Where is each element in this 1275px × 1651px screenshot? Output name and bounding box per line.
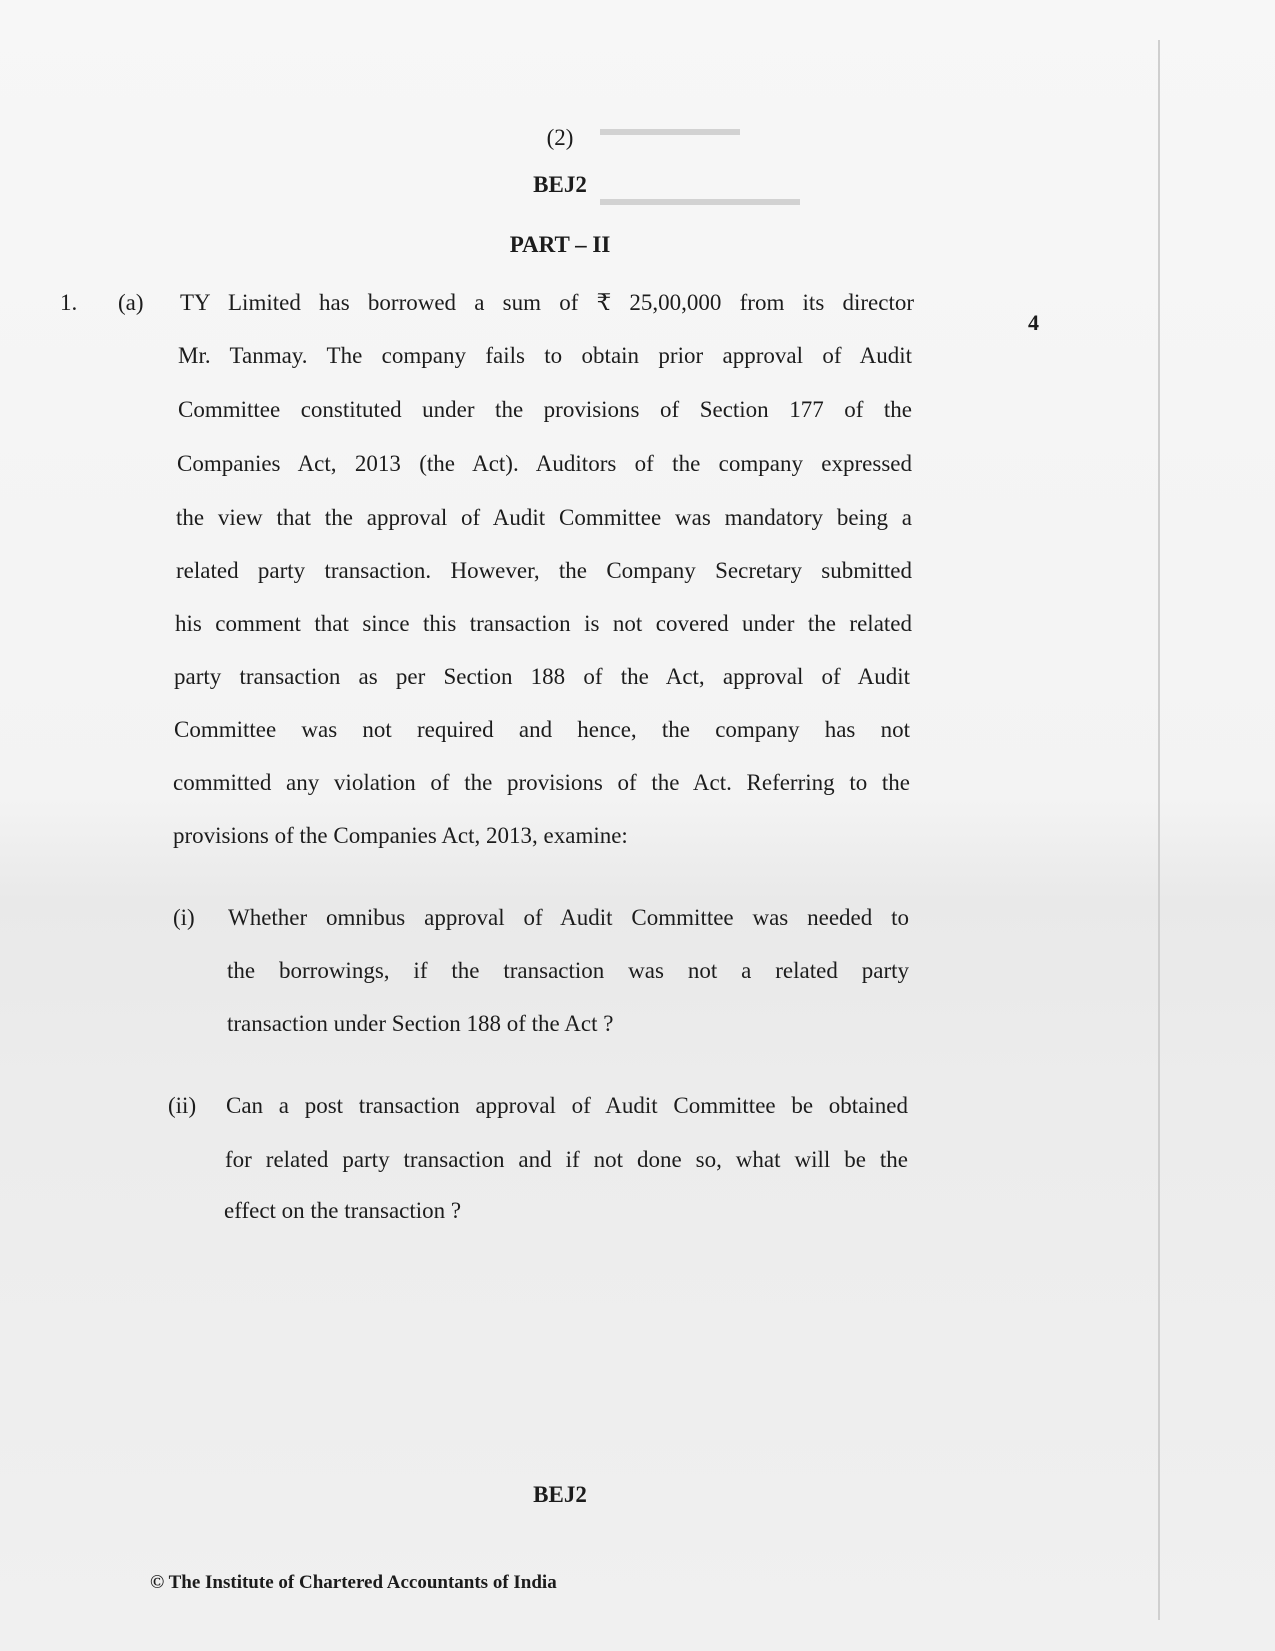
paragraph-line: related party transaction. However, the Company Secretary submitted xyxy=(176,558,912,583)
sub-question-line: effect on the transaction ? xyxy=(224,1198,462,1223)
copyright-notice: © The Institute of Chartered Accountants of India xyxy=(150,1572,557,1593)
sub-question-line: the borrowings, if the transaction was not a related party xyxy=(227,958,909,983)
sub-question-line: Whether omnibus approval of Audit Committee was needed to xyxy=(228,905,909,930)
paragraph-line: his comment that since this transaction is not covered under the related xyxy=(175,611,912,636)
sub-question-label: (ii) xyxy=(168,1093,197,1118)
paragraph-line: TY Limited has borrowed a sum of ₹ 25,00,000 from its director xyxy=(180,290,914,315)
paragraph-line: Committee constituted under the provisions of Section 177 of the xyxy=(178,397,912,422)
question-marks: 4 xyxy=(1028,310,1039,335)
paragraph-line: Mr. Tanmay. The company fails to obtain prior approval of Audit xyxy=(178,343,912,368)
paragraph-line: Companies Act, 2013 (the Act). Auditors of the company expressed xyxy=(177,451,912,476)
sub-question-line: transaction under Section 188 of the Act ? xyxy=(227,1011,614,1036)
paragraph-line: the view that the approval of Audit Committee was mandatory being a xyxy=(176,505,912,530)
paragraph-line: Committee was not required and hence, the company has not xyxy=(174,717,910,742)
paragraph-line: party transaction as per Section 188 of the Act, approval of Audit xyxy=(174,664,910,689)
show-through-artifact: ▬▬▬▬▬▬▬▬▬▬ xyxy=(600,188,800,210)
paper-code-header: BEJ2 xyxy=(533,172,587,197)
paragraph-line: provisions of the Companies Act, 2013, examine: xyxy=(173,823,628,848)
sub-question-line: Can a post transaction approval of Audit Committee be obtained xyxy=(226,1093,908,1118)
page-number: (2) xyxy=(546,125,574,150)
sub-question-line: for related party transaction and if not done so, what will be the xyxy=(225,1147,908,1172)
scan-edge-line xyxy=(1158,40,1160,1620)
question-sub-label: (a) xyxy=(118,290,144,315)
paper-code-footer: BEJ2 xyxy=(533,1482,587,1507)
show-through-artifact: ▬▬▬▬▬▬▬ xyxy=(600,118,740,140)
part-title: PART – II xyxy=(509,232,611,257)
sub-question-label: (i) xyxy=(173,905,195,930)
paragraph-line: committed any violation of the provisions of the Act. Referring to the xyxy=(173,770,910,795)
question-number: 1. xyxy=(60,290,78,315)
